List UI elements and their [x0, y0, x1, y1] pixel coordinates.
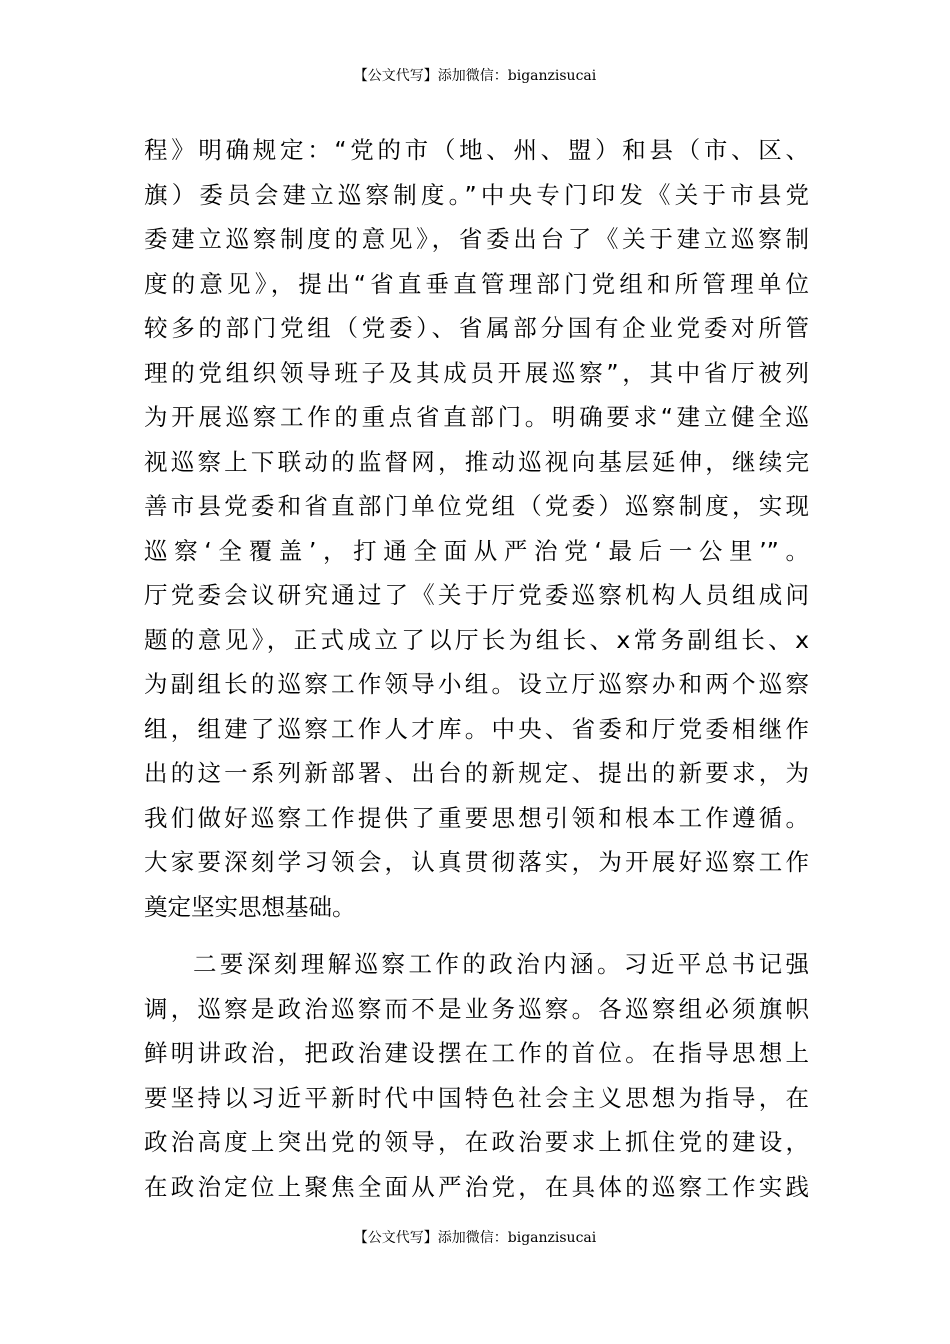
text-line: 较多的部门党组（党委）、省属部分国有企业党委对所管 — [144, 314, 809, 342]
text-line: 鲜明讲政治，把政治建设摆在工作的首位。在指导思想上 — [144, 1039, 809, 1067]
text-line: 为副组长的巡察工作领导小组。设立厅巡察办和两个巡察 — [144, 670, 809, 698]
text-line: 二要深刻理解巡察工作的政治内涵。习近平总书记强 — [193, 950, 809, 978]
header-watermark-note: 【公文代写】添加微信：biganzisucai — [353, 68, 597, 84]
text-line: 厅党委会议研究通过了《关于厅党委巡察机构人员组成问 — [144, 581, 809, 609]
paragraph-spacing — [144, 929, 809, 942]
document-body — [144, 128, 809, 1209]
text-line: 奠定坚实思想基础。 — [144, 892, 356, 921]
text-line: 程》明确规定：“党的市（地、州、盟）和县（市、区、 — [144, 136, 809, 164]
text-line: 组，组建了巡察工作人才库。中央、省委和厅党委相继作 — [144, 714, 809, 743]
text-line: 巡察‘全覆盖’，打通全面从严治党‘最后一公里’”。 — [144, 536, 809, 565]
text-line: 我们做好巡察工作提供了重要思想引领和根本工作遵循。 — [144, 803, 809, 832]
footer-watermark-note: 【公文代写】添加微信：biganzisucai — [353, 1230, 597, 1246]
text-line: 政治高度上突出党的领导，在政治要求上抓住党的建设， — [144, 1128, 809, 1156]
text-line: 旗）委员会建立巡察制度。”中央专门印发《关于市县党 — [144, 180, 809, 209]
paragraph-1 — [144, 128, 809, 929]
text-line: 在政治定位上聚焦全面从严治党，在具体的巡察工作实践 — [144, 1172, 809, 1201]
text-line: 视巡察上下联动的监督网，推动巡视向基层延伸，继续完 — [144, 447, 809, 476]
text-line: 委建立巡察制度的意见》，省委出台了《关于建立巡察制 — [144, 225, 809, 253]
text-line: 善市县党委和省直部门单位党组（党委）巡察制度，实现 — [144, 492, 809, 520]
text-line: 题的意见》，正式成立了以厅长为组长、x常务副组长、x — [144, 625, 809, 654]
text-line: 出的这一系列新部署、出台的新规定、提出的新要求，为 — [144, 759, 809, 787]
text-line: 为开展巡察工作的重点省直部门。明确要求“建立健全巡 — [144, 403, 809, 431]
text-line: 理的党组织领导班子及其成员开展巡察”，其中省厅被列 — [144, 358, 809, 387]
text-line: 要坚持以习近平新时代中国特色社会主义思想为指导，在 — [144, 1083, 809, 1112]
text-line: 大家要深刻学习领会，认真贯彻落实，为开展好巡察工作 — [144, 848, 809, 876]
text-line: 调，巡察是政治巡察而不是业务巡察。各巡察组必须旗帜 — [144, 994, 809, 1023]
text-line: 度的意见》，提出“省直垂直管理部门党组和所管理单位 — [144, 269, 809, 298]
paragraph-2 — [144, 942, 809, 1209]
